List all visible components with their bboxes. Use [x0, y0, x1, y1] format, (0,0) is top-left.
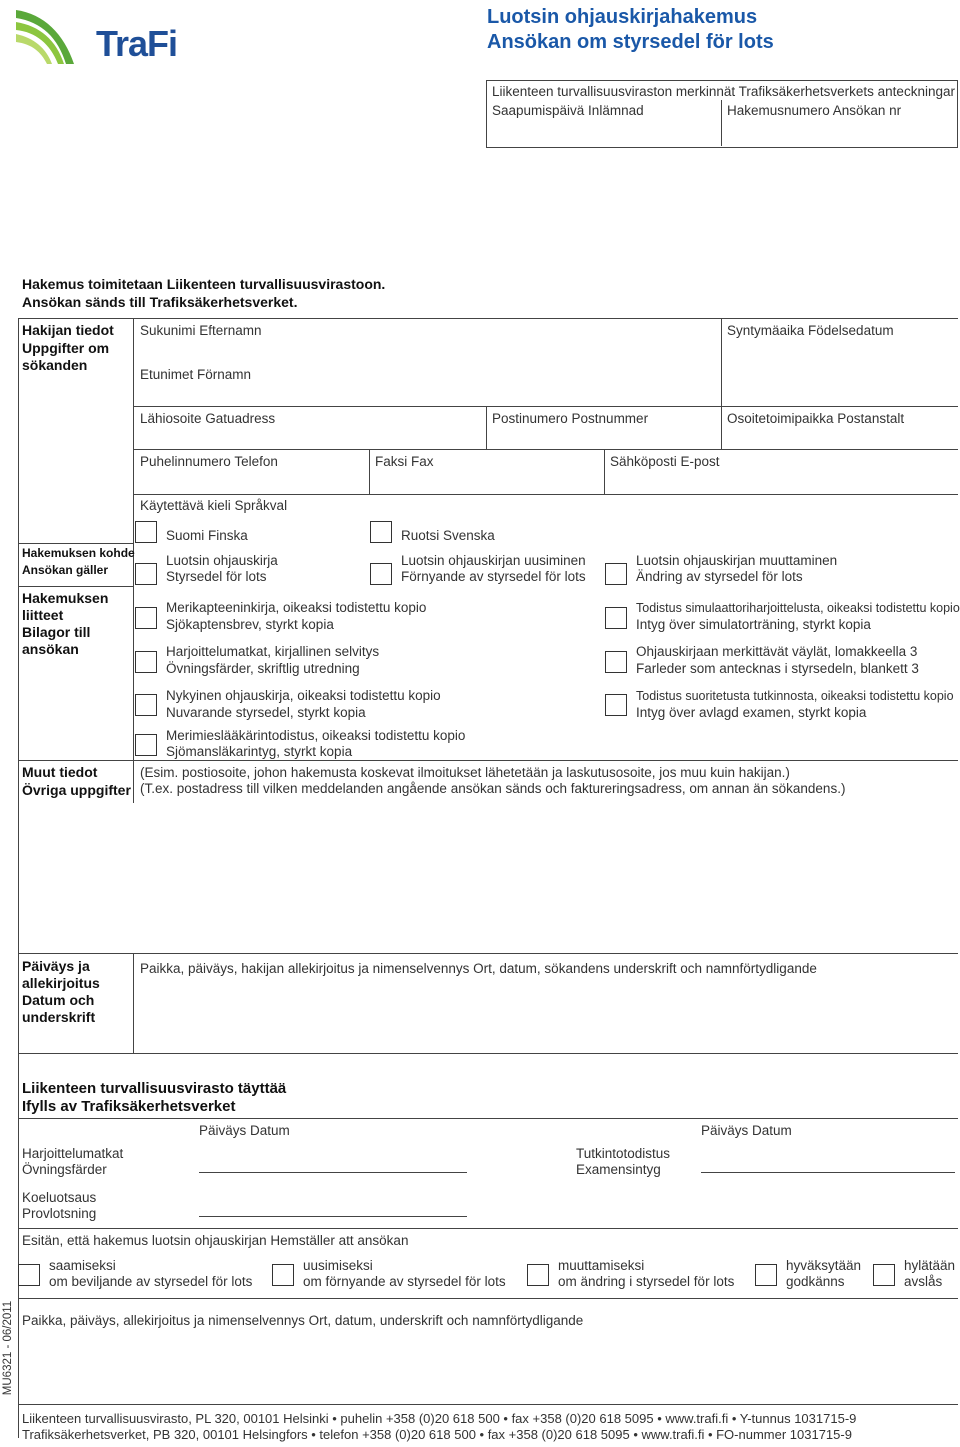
attach-captain-checkbox[interactable] — [135, 607, 157, 629]
attach-current-sv: Nuvarande styrsedel, styrkt kopia — [166, 705, 366, 720]
agency-sign-line — [18, 1298, 958, 1299]
subject-renew-fi: Luotsin ohjauskirjan uusiminen — [401, 553, 586, 568]
renewal-fi: uusimiseksi — [303, 1258, 373, 1273]
street-label: Lähiosoite Gatuadress — [140, 411, 276, 426]
app-number-label: Hakemusnumero Ansökan nr — [727, 103, 902, 118]
trial-label-fi: Koeluotsaus — [22, 1190, 97, 1205]
attach-captain-sv: Sjökaptensbrev, styrkt kopia — [166, 617, 334, 632]
notice-fi: Hakemus toimitetaan Liikenteen turvallisuusvirastoon. — [22, 276, 386, 292]
amendment-sv: om ändring i styrsedel för lots — [558, 1274, 735, 1289]
received-label: Saapumispäivä Inlämnad — [492, 103, 644, 118]
form-code: MU6321 - 06/2011 — [2, 1300, 14, 1396]
subject-renew-checkbox[interactable] — [370, 563, 392, 585]
attach-practice-checkbox[interactable] — [135, 651, 157, 673]
subject-change-checkbox[interactable] — [605, 563, 627, 585]
footer-line-sv: Trafiksäkerhetsverket, PB 320, 00101 Helsingfors • telefon +358 (0)20 618 500 • fax +358 (0)20 618 5095 • www.trafi.fi • FO-nummer 1031715-9 — [22, 1427, 852, 1442]
birthdate-field[interactable] — [722, 319, 956, 405]
subject-new-sv: Styrsedel för lots — [166, 569, 267, 584]
agency-mid-line — [18, 1228, 958, 1229]
practice-date-line[interactable] — [199, 1172, 467, 1173]
exam-label-sv: Examensintyg — [576, 1162, 661, 1177]
surname-field[interactable] — [134, 319, 720, 361]
lang-sv-label: Ruotsi Svenska — [401, 528, 495, 543]
other-label-fi: Muut tiedot — [22, 764, 98, 780]
footer-line-fi: Liikenteen turvallisuusvirasto, PL 320, 00101 Helsinki • puhelin +358 (0)20 618 500 • fax +358 (0)20 618 5095 • www.trafi.fi • Y-tunnus 1031715-9 — [22, 1411, 857, 1426]
attach-practice-fi: Harjoittelumatkat, kirjallinen selvitys — [166, 644, 380, 659]
lang-fi-checkbox[interactable] — [135, 521, 157, 543]
reject-fi: hylätään — [904, 1258, 956, 1273]
firstnames-field[interactable] — [134, 362, 720, 406]
attach-medical-sv: Sjömansläkarintyg, styrkt kopia — [166, 744, 353, 759]
approve-sv: godkänns — [786, 1274, 845, 1289]
subject-renew-sv: Förnyande av styrsedel för lots — [401, 569, 586, 584]
postcode-field[interactable] — [487, 407, 720, 449]
subject-label-fi: Hakemuksen kohde — [22, 546, 135, 560]
attach-simulator-checkbox[interactable] — [605, 607, 627, 629]
lang-sv-checkbox[interactable] — [370, 521, 392, 543]
attach-practice-sv: Övningsfärder, skriftlig utredning — [166, 661, 360, 676]
email-field[interactable] — [605, 450, 956, 492]
attach-current-checkbox[interactable] — [135, 694, 157, 716]
renewal-checkbox[interactable] — [272, 1264, 294, 1286]
row-line-subject — [18, 543, 133, 544]
signature-label-3: Datum och — [22, 992, 95, 1008]
applicant-section-fi: Hakijan tiedot — [22, 322, 114, 338]
logo-text: TraFi — [96, 23, 178, 64]
other-info-field[interactable] — [134, 800, 956, 950]
language-label: Käytettävä kieli Språkval — [140, 498, 288, 513]
other-hint-sv: (T.ex. postadress till vilken meddelanden angående ansökan sänds och faktureringsadress, om annan än sökandens.) — [140, 781, 846, 796]
city-label: Osoitetoimipaikka Postanstalt — [727, 411, 905, 426]
signature-label-4: underskrift — [22, 1009, 96, 1025]
street-field[interactable] — [134, 407, 486, 449]
reject-checkbox[interactable] — [873, 1264, 895, 1286]
subject-label-sv: Ansökan gäller — [22, 563, 109, 577]
phone-label: Puhelinnumero Telefon — [140, 454, 278, 469]
phone-field[interactable] — [134, 450, 368, 492]
attachments-label-4: ansökan — [22, 641, 79, 657]
attach-exam-checkbox[interactable] — [605, 694, 627, 716]
row-line-signature-bottom — [18, 1053, 958, 1054]
attach-exam-fi: Todistus suoritetusta tutkinnosta, oikeaksi todistettu kopio — [636, 689, 954, 703]
attachments-label-2: liitteet — [22, 607, 64, 623]
row-line-other — [18, 760, 958, 761]
agency-sign-hint: Paikka, päiväys, allekirjoitus ja nimenselvennys Ort, datum, underskrift och namnförtydligande — [22, 1313, 584, 1328]
form-title-fi: Luotsin ohjauskirjahakemus — [487, 6, 758, 28]
signature-field[interactable] — [134, 980, 956, 1052]
postcode-label: Postinumero Postnummer — [492, 411, 649, 426]
attachments-label-1: Hakemuksen — [22, 590, 109, 606]
attach-medical-fi: Merimieslääkärintodistus, oikeaksi todistettu kopio — [166, 728, 466, 743]
lang-fi-label: Suomi Finska — [166, 528, 248, 543]
applicant-section-sv1: Uppgifter om — [22, 340, 110, 356]
row-line-signature — [18, 953, 958, 954]
agency-date-label-1: Päiväys Datum — [199, 1123, 290, 1138]
attach-fairways-checkbox[interactable] — [605, 651, 627, 673]
fax-label: Faksi Fax — [375, 454, 434, 469]
exam-date-line[interactable] — [701, 1172, 955, 1173]
trial-date-line[interactable] — [199, 1216, 467, 1217]
attach-exam-sv: Intyg över avlagd examen, styrkt kopia — [636, 705, 867, 720]
email-label: Sähköposti E-post — [610, 454, 720, 469]
attach-medical-checkbox[interactable] — [135, 734, 157, 756]
subject-new-checkbox[interactable] — [135, 563, 157, 585]
form-title-sv: Ansökan om styrsedel för lots — [487, 31, 774, 53]
birthdate-label: Syntymäaika Födelsedatum — [727, 323, 894, 338]
city-field[interactable] — [722, 407, 956, 449]
attach-simulator-sv: Intyg över simulatorträning, styrkt kopia — [636, 617, 871, 632]
agency-title-sv: Ifylls av Trafiksäkerhetsverket — [22, 1098, 236, 1115]
amendment-fi: muuttamiseksi — [558, 1258, 645, 1273]
agency-top-line — [18, 1118, 958, 1119]
reject-sv: avslås — [904, 1274, 943, 1289]
notice-sv: Ansökan sänds till Trafiksäkerhetsverket. — [22, 294, 298, 310]
renewal-sv: om förnyande av styrsedel för lots — [303, 1274, 506, 1289]
agency-signature-field[interactable] — [19, 1332, 957, 1402]
fax-field[interactable] — [370, 450, 603, 492]
subject-new-fi: Luotsin ohjauskirja — [166, 553, 278, 568]
applicant-section-sv2: sökanden — [22, 357, 88, 373]
footer-top-line — [18, 1404, 958, 1405]
other-hint-fi: (Esim. postiosoite, johon hakemusta koskevat ilmoitukset lähetetään ja laskutusosoite, jos muu kuin hakijan.) — [140, 765, 790, 780]
surname-label: Sukunimi Efternamn — [140, 323, 262, 338]
attach-captain-fi: Merikapteeninkirja, oikeaksi todistettu kopio — [166, 600, 427, 615]
signature-hint: Paikka, päiväys, hakijan allekirjoitus ja nimenselvennys Ort, datum, sökandens underskrift och namnförtydligande — [140, 961, 817, 976]
grant-sv: om beviljande av styrsedel för lots — [49, 1274, 253, 1289]
subject-change-sv: Ändring av styrsedel för lots — [636, 569, 803, 584]
attach-simulator-fi: Todistus simulaattoriharjoittelusta, oikeaksi todistettu kopio — [636, 601, 960, 615]
grant-checkbox[interactable] — [18, 1264, 40, 1286]
attach-fairways-fi: Ohjauskirjaan merkittävät väylät, lomakkeella 3 — [636, 644, 918, 659]
grant-fi: saamiseksi — [49, 1258, 116, 1273]
logo-swoosh-icon — [14, 4, 84, 66]
approve-fi: hyväksytään — [786, 1258, 862, 1273]
agency-title-fi: Liikenteen turvallisuusvirasto täyttää — [22, 1080, 287, 1097]
office-use-label: Liikenteen turvallisuusviraston merkinnät Trafiksäkerhetsverkets anteckningar — [492, 84, 955, 99]
proposal-label: Esitän, että hakemus luotsin ohjauskirjan Hemställer att ansökan — [22, 1233, 409, 1248]
row-line-language — [133, 494, 958, 495]
attachments-label-3: Bilagor till — [22, 624, 91, 640]
agency-date-label-2: Päiväys Datum — [701, 1123, 792, 1138]
exam-label-fi: Tutkintotodistus — [576, 1146, 671, 1161]
firstnames-label: Etunimet Förnamn — [140, 367, 252, 382]
other-label-sv: Övriga uppgifter — [22, 782, 131, 798]
practice-label-sv: Övningsfärder — [22, 1162, 107, 1177]
row-line-attachments — [18, 586, 133, 587]
attach-fairways-sv: Farleder som antecknas i styrsedeln, blankett 3 — [636, 661, 919, 676]
amendment-checkbox[interactable] — [527, 1264, 549, 1286]
trial-label-sv: Provlotsning — [22, 1206, 97, 1221]
office-divider — [721, 100, 722, 146]
approve-checkbox[interactable] — [755, 1264, 777, 1286]
practice-label-fi: Harjoittelumatkat — [22, 1146, 124, 1161]
trafi-logo — [14, 4, 194, 76]
signature-label-1: Päiväys ja — [22, 958, 90, 974]
subject-change-fi: Luotsin ohjauskirjan muuttaminen — [636, 553, 838, 568]
signature-label-2: allekirjoitus — [22, 975, 100, 991]
attach-current-fi: Nykyinen ohjauskirja, oikeaksi todistettu kopio — [166, 688, 441, 703]
